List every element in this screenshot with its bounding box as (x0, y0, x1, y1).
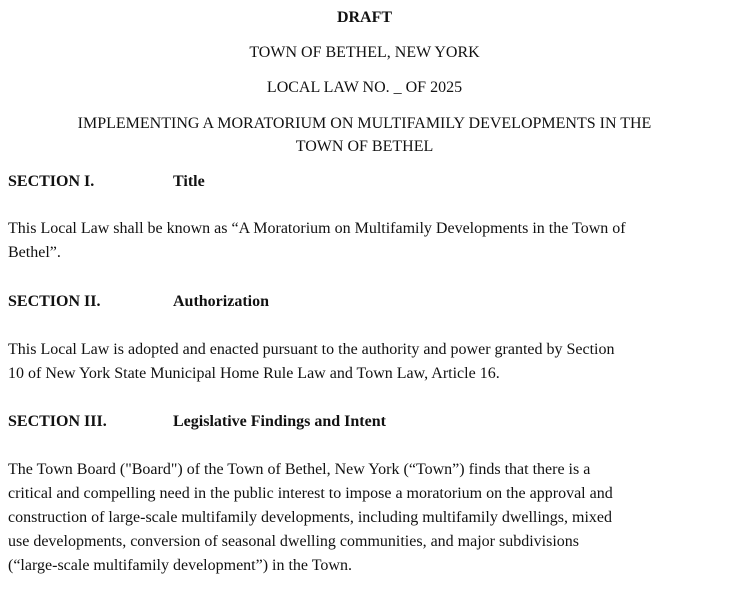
section-title: Legislative Findings and Intent (173, 413, 386, 430)
section-number: SECTION I. (8, 173, 95, 190)
section-paragraph (8, 217, 723, 265)
paragraph-line: (“large-scale multifamily development”) in the Town. (8, 557, 352, 574)
section-number: SECTION II. (8, 293, 101, 310)
section-number: SECTION III. (8, 413, 107, 430)
paragraph-line: construction of large-scale multifamily developments, including multifamily dwellings, mixed (8, 509, 613, 526)
paragraph-line: 10 of New York State Municipal Home Rule Law and Town Law, Article 16. (8, 365, 500, 382)
law-subject-line: TOWN OF BETHEL (295, 138, 434, 155)
paragraph-line: This Local Law is adopted and enacted pursuant to the authority and power granted by Section (8, 341, 615, 358)
section-heading-authorization (8, 290, 269, 314)
paragraph-line: use developments, conversion of seasonal dwelling communities, and major subdivisions (8, 533, 580, 550)
section-heading-findings (8, 410, 386, 434)
town-title: TOWN OF BETHEL, NEW YORK (249, 44, 480, 61)
law-subject-line: IMPLEMENTING A MORATORIUM ON MULTIFAMILY DEVELOPMENTS IN THE (77, 115, 652, 132)
section-heading-title (8, 170, 205, 194)
paragraph-line: critical and compelling need in the public interest to impose a moratorium on the approval and (8, 485, 613, 502)
law-subject (14, 112, 715, 158)
section-title: Title (173, 173, 205, 190)
paragraph-line: Bethel”. (8, 244, 61, 261)
draft-label: DRAFT (336, 9, 393, 26)
section-paragraph (8, 338, 723, 386)
section-paragraph (8, 458, 723, 578)
paragraph-line: The Town Board ("Board") of the Town of Bethel, New York (“Town”) finds that there is a (8, 461, 591, 478)
section-title: Authorization (173, 293, 269, 310)
paragraph-line: This Local Law shall be known as “A Moratorium on Multifamily Developments in the Town of (8, 220, 626, 237)
local-law-number: LOCAL LAW NO. _ OF 2025 (266, 79, 463, 96)
